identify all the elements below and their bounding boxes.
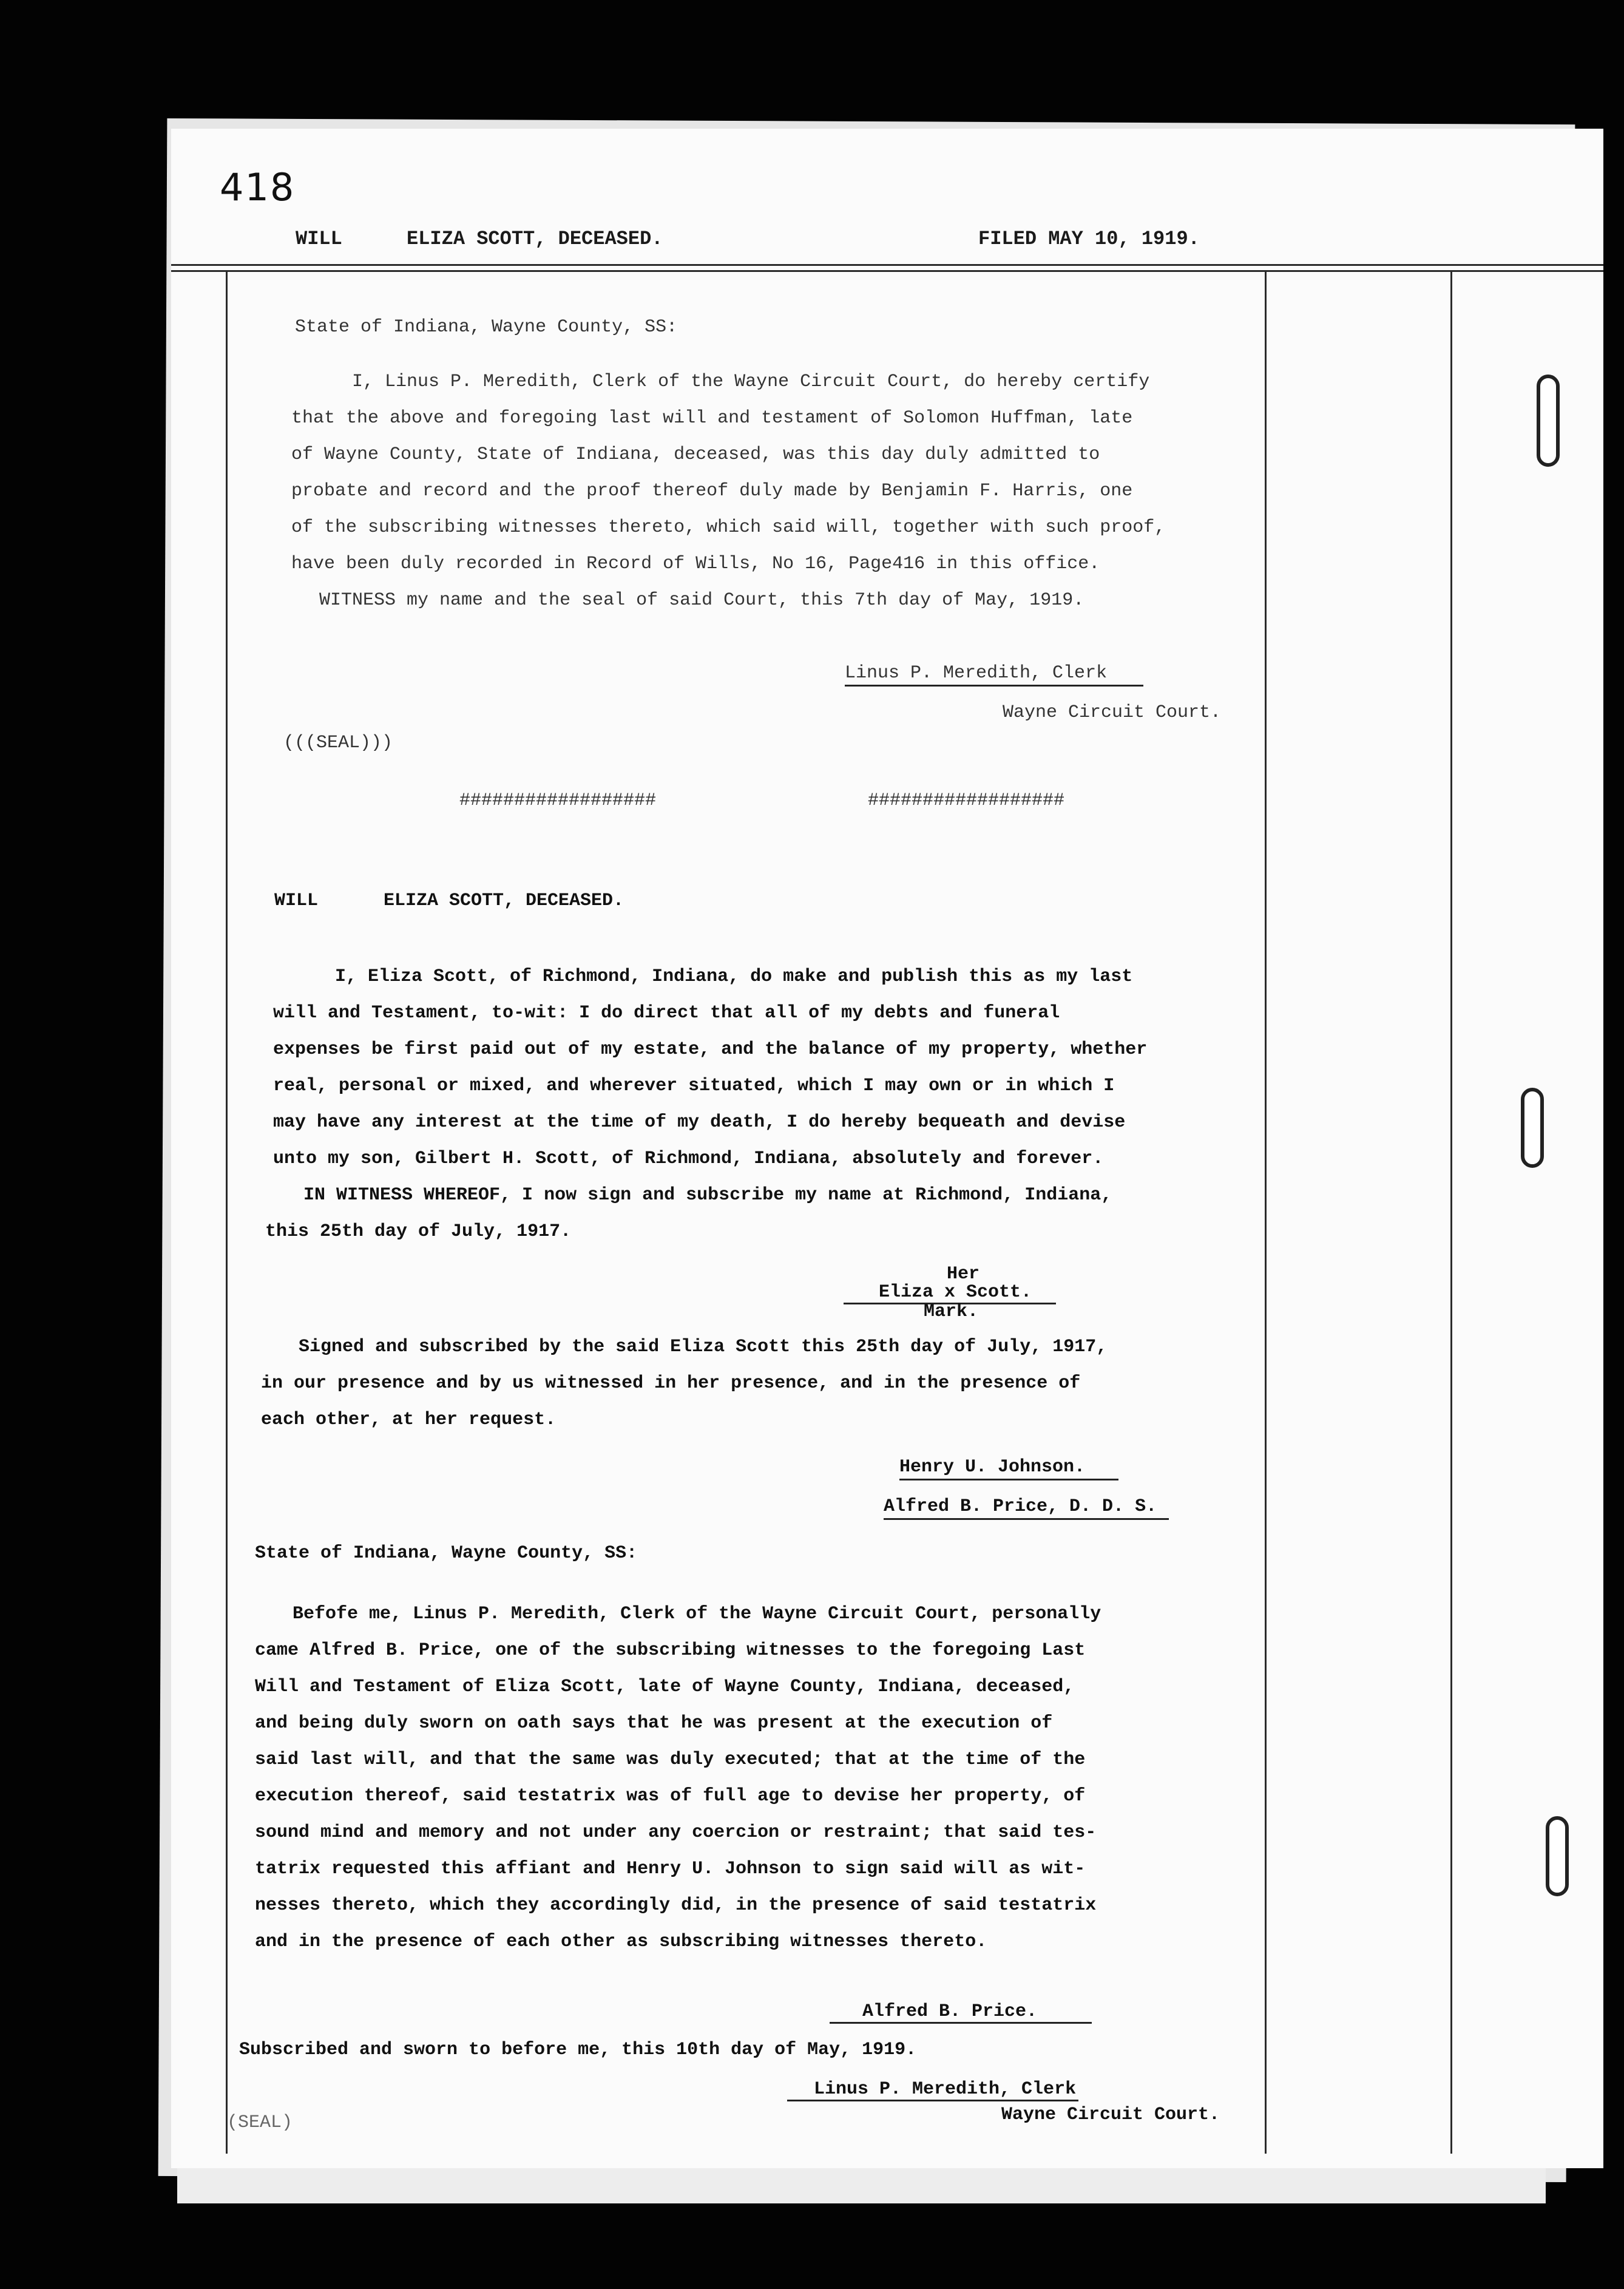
certificate-venue: State of Indiana, Wayne County, SS: xyxy=(295,317,678,337)
attestation-line: in our presence and by us witnessed in her presence, and in the presence of xyxy=(261,1373,1081,1394)
affidavit-line: came Alfred B. Price, one of the subscribing witnesses to the foregoing Last xyxy=(255,1640,1086,1661)
affidavit-line: and in the presence of each other as subscribing witnesses thereto. xyxy=(255,1931,987,1952)
affidavit-line: said last will, and that the same was duly executed; that at the time of the xyxy=(255,1749,1086,1770)
binder-hole-top xyxy=(1537,375,1560,467)
outer-margin-rule xyxy=(1450,272,1452,2154)
separator-left: ################## xyxy=(459,790,657,811)
mark-label: Mark. xyxy=(924,1301,979,1322)
certificate-line: that the above and foregoing last will and testament of Solomon Huffman, late xyxy=(291,408,1133,429)
certificate-witness-line: WITNESS my name and the seal of said Court, this 7th day of May, 1919. xyxy=(319,590,1084,611)
witness-signature-johnson: Henry U. Johnson. xyxy=(899,1457,1118,1480)
will-line: I, Eliza Scott, of Richmond, Indiana, do make and publish this as my last xyxy=(335,966,1133,987)
header-filed-date: FILED MAY 10, 1919. xyxy=(978,228,1200,250)
affidavit-line: tatrix requested this affiant and Henry U. Johnson to sign said will as wit- xyxy=(255,1859,1086,1879)
certificate-line: probate and record and the proof thereof duly made by Benjamin F. Harris, one xyxy=(291,481,1133,501)
affidavit-line: Befofe me, Linus P. Meredith, Clerk of the Wayne Circuit Court, personally xyxy=(293,1604,1101,1624)
affidavit-line: Will and Testament of Eliza Scott, late of Wayne County, Indiana, deceased, xyxy=(255,1677,1075,1697)
will-line: real, personal or mixed, and wherever situated, which I may own or in which I xyxy=(273,1076,1115,1096)
header-rule xyxy=(171,264,1603,266)
attestation-line: Signed and subscribed by the said Eliza Scott this 25th day of July, 1917, xyxy=(299,1337,1108,1357)
will-testimonium-line: IN WITNESS WHEREOF, I now sign and subscribe my name at Richmond, Indiana, xyxy=(303,1185,1112,1206)
separator-right: ################## xyxy=(868,790,1065,811)
will-line: expenses be first paid out of my estate, and the balance of my property, whether xyxy=(273,1039,1148,1060)
right-margin-rule xyxy=(1265,272,1267,2154)
affidavit-line: sound mind and memory and not under any coercion or restraint; that said tes- xyxy=(255,1822,1097,1843)
affiant-signature: Alfred B. Price. xyxy=(830,2001,1092,2024)
will-line: will and Testament, to-wit: I do direct that all of my debts and funeral xyxy=(273,1003,1060,1023)
clerk-signature: Linus P. Meredith, Clerk xyxy=(845,663,1143,687)
testatrix-mark-signature: Eliza x Scott. xyxy=(844,1282,1056,1304)
jurat-clerk-signature: Linus P. Meredith, Clerk xyxy=(787,2079,1078,2101)
binder-hole-middle xyxy=(1521,1088,1544,1168)
will-heading-type: WILL xyxy=(274,890,319,911)
certificate-line: I, Linus P. Meredith, Clerk of the Wayne Circuit Court, do hereby certify xyxy=(352,371,1150,392)
mark-her: Her xyxy=(947,1264,980,1284)
certificate-line: of the subscribing witnesses thereto, which said will, together with such proof, xyxy=(291,517,1166,538)
jurat-seal: (SEAL) xyxy=(227,2112,293,2133)
seal-mark: (((SEAL))) xyxy=(283,733,393,753)
court-name: Wayne Circuit Court. xyxy=(1003,702,1222,723)
record-page xyxy=(171,129,1603,2168)
jurat-court-name: Wayne Circuit Court. xyxy=(1001,2104,1220,2125)
affidavit-line: nesses thereto, which they accordingly did, in the presence of said testatrix xyxy=(255,1895,1097,1916)
left-margin-rule xyxy=(226,272,228,2154)
will-date-line: this 25th day of July, 1917. xyxy=(265,1221,572,1242)
will-line: may have any interest at the time of my death, I do hereby bequeath and devise xyxy=(273,1112,1126,1133)
jurat-line: Subscribed and sworn to before me, this 10th day of May, 1919. xyxy=(239,2040,917,2060)
header-type: WILL xyxy=(296,228,342,250)
affidavit-venue: State of Indiana, Wayne County, SS: xyxy=(255,1543,638,1564)
binder-hole-bottom xyxy=(1546,1816,1569,1896)
certificate-line: of Wayne County, State of Indiana, deceased, was this day duly admitted to xyxy=(291,444,1100,465)
header-title: ELIZA SCOTT, DECEASED. xyxy=(407,228,663,250)
will-heading-title: ELIZA SCOTT, DECEASED. xyxy=(384,890,624,911)
attestation-line: each other, at her request. xyxy=(261,1409,557,1430)
affidavit-line: execution thereof, said testatrix was of full age to devise her property, of xyxy=(255,1786,1086,1806)
witness-signature-price: Alfred B. Price, D. D. S. xyxy=(884,1496,1169,1520)
certificate-line: have been duly recorded in Record of Wills, No 16, Page416 in this office. xyxy=(291,554,1100,574)
affidavit-line: and being duly sworn on oath says that he was present at the execution of xyxy=(255,1713,1053,1734)
header-rule-double xyxy=(171,270,1603,272)
will-line: unto my son, Gilbert H. Scott, of Richmond, Indiana, absolutely and forever. xyxy=(273,1148,1104,1169)
page-number: 418 xyxy=(220,165,296,209)
